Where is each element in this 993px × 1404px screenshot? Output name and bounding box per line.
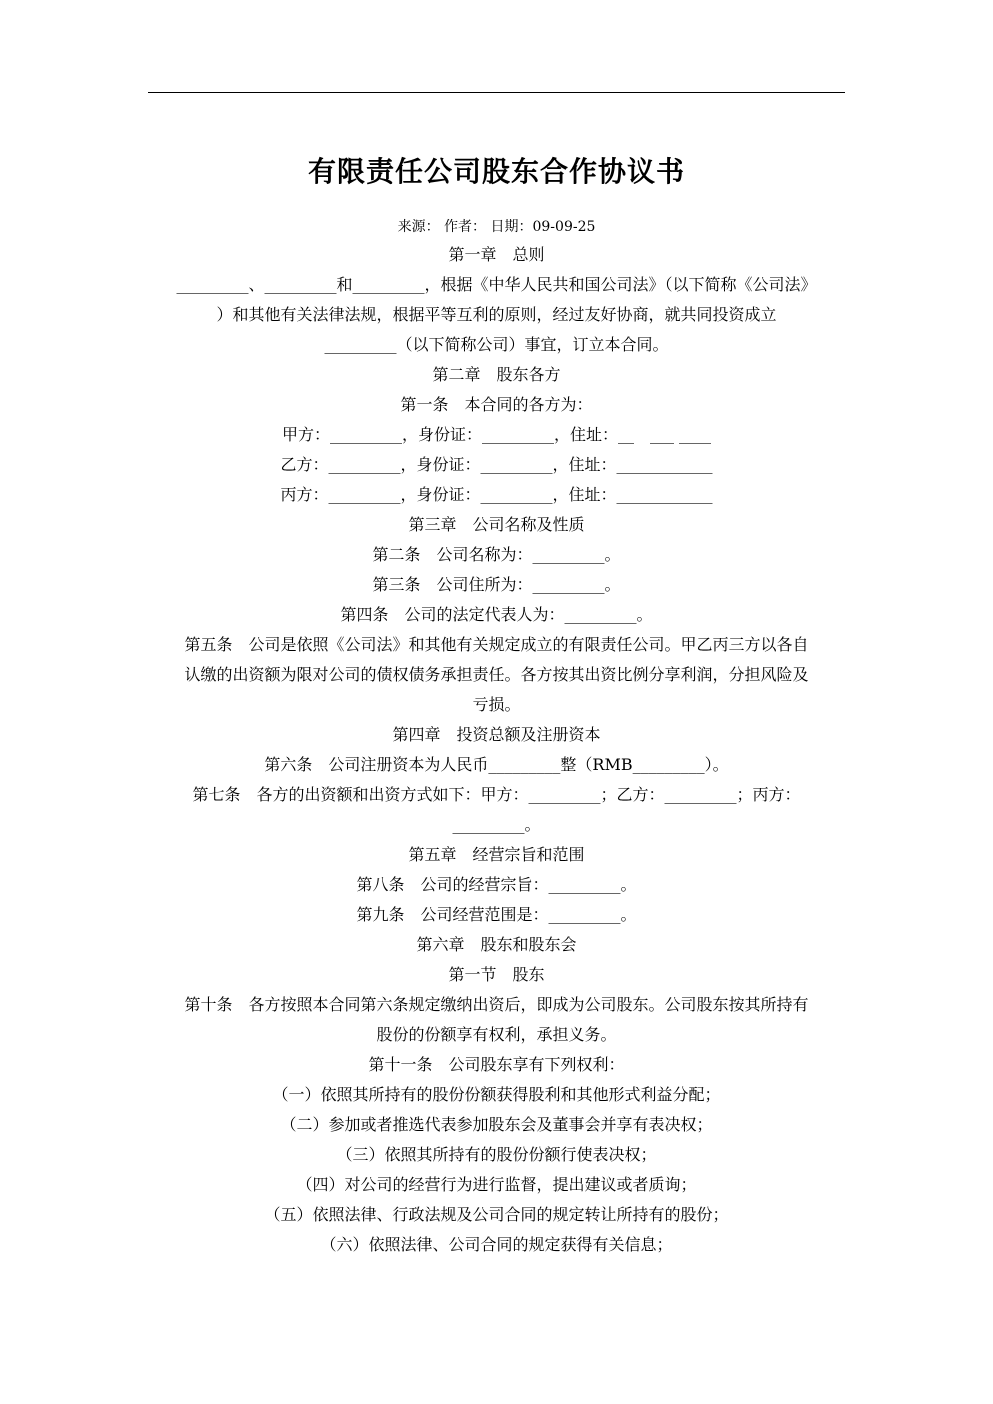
paragraph-line: 第五条 公司是依照《公司法》和其他有关规定成立的有限责任公司。甲乙丙三方以各自	[184, 635, 809, 654]
document-body	[148, 240, 845, 1260]
paragraph-line: _________。	[452, 815, 541, 834]
article-line: 第四条 公司的法定代表人为：_________。	[340, 605, 653, 624]
article-line: 第十一条 公司股东享有下列权利：	[368, 1055, 625, 1074]
chapter-heading: 第一章 总则	[448, 245, 545, 264]
section-heading: 第一节 股东	[448, 965, 545, 984]
chapter-heading: 第六章 股东和股东会	[416, 935, 577, 954]
article-line: 第八条 公司的经营宗旨：_________。	[356, 875, 637, 894]
paragraph-line: _________（以下简称公司）事宜，订立本合同。	[324, 335, 669, 354]
list-item: （二）参加或者推选代表参加股东会及董事会并享有表决权；	[280, 1115, 713, 1134]
party-line-c: 丙方：_________，身份证：_________，住址：____________	[280, 485, 713, 504]
list-item: （四）对公司的经营行为进行监督，提出建议或者质询；	[296, 1175, 697, 1194]
article-line: 第三条 公司住所为：_________。	[372, 575, 621, 594]
chapter-heading: 第五章 经营宗旨和范围	[408, 845, 585, 864]
paragraph-line: 第十条 各方按照本合同第六条规定缴纳出资后，即成为公司股东。公司股东按其所持有	[184, 995, 809, 1014]
list-item: （六）依照法律、公司合同的规定获得有关信息；	[320, 1235, 673, 1254]
article-line: 第六条 公司注册资本为人民币_________整（RMB_________）。	[264, 755, 729, 774]
chapter-heading: 第三章 公司名称及性质	[408, 515, 585, 534]
paragraph-line: 第七条 各方的出资额和出资方式如下：甲方：_________；乙方：_________；丙方：	[192, 785, 801, 804]
party-line-a: 甲方：_________，身份证：_________，住址：__ ___ ____	[281, 425, 712, 444]
article-line: 第九条 公司经营范围是：_________。	[356, 905, 637, 924]
list-item: （一）依照其所持有的股份份额获得股利和其他形式利益分配；	[272, 1085, 721, 1104]
party-line-b: 乙方：_________，身份证：_________，住址：____________	[280, 455, 713, 474]
paragraph-line: 认缴的出资额为限对公司的债权债务承担责任。各方按其出资比例分享利润，分担风险及	[184, 665, 809, 684]
paragraph-line: 股份的份额享有权利，承担义务。	[376, 1025, 617, 1044]
document-meta: 来源： 作者： 日期：09-09-25	[397, 219, 596, 235]
list-item: （三）依照其所持有的股份份额行使表决权；	[336, 1145, 657, 1164]
paragraph-line: ）和其他有关法律法规，根据平等互利的原则，经过友好协商，就共同投资成立	[216, 305, 777, 324]
paragraph-line: 亏损。	[472, 695, 521, 714]
header-rule	[148, 92, 845, 93]
document-title: 有限责任公司股东合作协议书	[307, 155, 685, 188]
chapter-heading: 第二章 股东各方	[432, 365, 561, 384]
chapter-heading: 第四章 投资总额及注册资本	[392, 725, 601, 744]
article-line: 第二条 公司名称为：_________。	[372, 545, 621, 564]
list-item: （五）依照法律、行政法规及公司合同的规定转让所持有的股份；	[264, 1205, 729, 1224]
article-line: 第一条 本合同的各方为：	[400, 395, 593, 414]
paragraph-line: _________、_________和_________，根据《中华人民共和国公司法》（以下简称《公司法》	[176, 275, 817, 294]
